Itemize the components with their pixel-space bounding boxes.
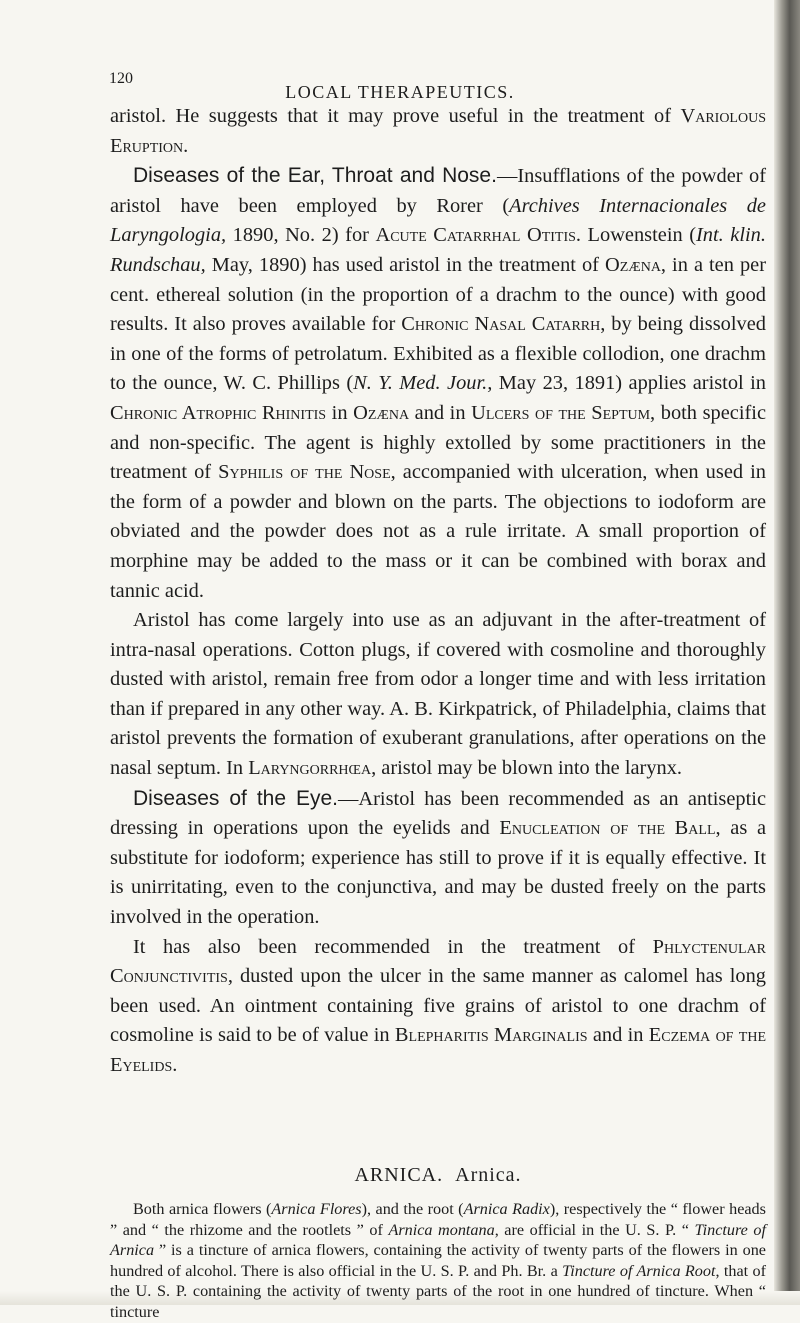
page-number: 120	[109, 70, 133, 87]
term-acute-catarrhal-otitis: Acute Catarrhal Otitis.	[375, 224, 582, 247]
page-edge-shadow	[774, 0, 800, 1305]
citation-archives: Archives Internacionales de Laryngologia,	[110, 194, 766, 247]
term-syphilis-of-nose: Syphilis of the Nose,	[218, 461, 396, 484]
term-enucleation: Enucleation of the Ball,	[499, 817, 721, 840]
term-variolous-eruption: Variolous Eruption.	[110, 105, 766, 157]
term-laryngorrhoea: Laryngorrhœa,	[248, 757, 377, 780]
paragraph-after-treatment: Aristol has come largely into use as an adjuvant in the after-treatment of intra-nasal operations. Cotton plugs, if covered with cosmoline and thoroughly dusted with aristol, remain free from odor a longer time and with less irritation than if prepared in any other way. A. B. Kirkpatrick, of Philadelphia, claims that aristol prevents the formation of exuberant granulations, after operations on the nasal septum. In Laryngorrhœa, aristol may be blown into the larynx.	[110, 609, 766, 780]
paragraph-ear-throat-nose: Diseases of the Ear, Throat and Nose.—Insufflations of the powder of aristol have been employed by Rorer (Archives Internacionales de Laryngologia, 1890, No. 2) for Acute Catarrhal Otitis. Lowenstein (Int. klin. Rundschau, May, 1890) has used aristol in the treatment of Ozæna, in a ten per cent. ethereal solution (in the proportion of a drachm to the ounce) with good results. It also proves available for Chronic Nasal Catarrh, by being dissolved in one of the forms of petrolatum. Exhibited as a flexible collodion, one drachm to the ounce, W. C. Phillips (N. Y. Med. Jour., May 23, 1891) applies aristol in Chronic Atrophic Rhinitis in Ozæna and in Ulcers of the Septum, both specific and non-specific. The agent is highly extolled by some practitioners in the treatment of Syphilis of the Nose, accompanied with ulceration, when used in the form of a powder and blown on the parts. The objections to iodoform are obviated and the powder does not as a rule irritate. A small proportion of morphine may be added to the mass or it can be combined with borax and tannic acid.	[110, 164, 766, 602]
term-ulcers-of-septum: Ulcers of the Septum,	[471, 401, 656, 424]
term-chronic-nasal-catarrh: Chronic Nasal Catarrh,	[401, 313, 606, 336]
section-heading-ear-throat-nose: Diseases of the Ear, Throat and Nose.	[133, 164, 497, 188]
term-eczema-eyelids: Eczema of the Eyelids.	[110, 1024, 766, 1076]
body-text	[110, 102, 766, 1081]
arnica-heading: ARNICA. Arnica.	[354, 1164, 522, 1186]
section-heading-eye: Diseases of the Eye.	[133, 786, 339, 810]
arnica-text	[110, 1199, 766, 1323]
citation-rundschau: Int. klin. Rundschau,	[110, 224, 766, 276]
citation-ny-med-jour: N. Y. Med. Jour.,	[353, 372, 493, 395]
running-title: LOCAL THERAPEUTICS.	[285, 82, 515, 102]
paragraph-eye: Diseases of the Eye.—Aristol has been recommended as an antiseptic dressing in operations upon the eyelids and Enucleation of the Ball, as a substitute for iodoform; experience has still to prove if it is equally effective. It is unirritating, even to the conjunctiva, and may be dusted freely on the parts involved in the operation.	[110, 786, 767, 929]
term-phlyctenular-conjunctivitis: Phlyctenular Conjunctivitis,	[110, 935, 766, 988]
term-ozaena: Ozæna,	[604, 253, 667, 276]
paragraph-variolous: aristol. He suggests that it may prove useful in the treatment of Variolous Eruption.	[110, 105, 766, 157]
term-blepharitis-marginalis: Blepharitis Marginalis	[394, 1024, 588, 1047]
paragraph-arnica: Both arnica flowers (Arnica Flores), and the root (Arnica Radix), respectively the “ flower heads ” and “ the rhizome and the rootlets ” of Arnica montana, are official in the U. S. P. “ Tincture of Arnica ” is a tincture of arnica flowers, containing the activity of twenty parts of the flowers in one hundred of alcohol. There is also official in the U. S. P. and Ph. Br. a Tincture of Arnica Root, that of the U. S. P. containing the activity of twenty parts of the root in one hundred of tincture. When “ tincture	[110, 1200, 767, 1321]
term-ozaena-2: Ozæna	[353, 401, 410, 424]
paragraph-conjunctivitis: It has also been recommended in the treatment of Phlyctenular Conjunctivitis, dusted upon the ulcer in the same manner as calomel has long been used. An ointment containing five grains of aristol to one drachm of cosmoline is said to be of value in Blepharitis Marginalis and in Eczema of the Eyelids.	[110, 935, 766, 1076]
term-chronic-atrophic-rhinitis: Chronic Atrophic Rhinitis	[110, 401, 327, 424]
